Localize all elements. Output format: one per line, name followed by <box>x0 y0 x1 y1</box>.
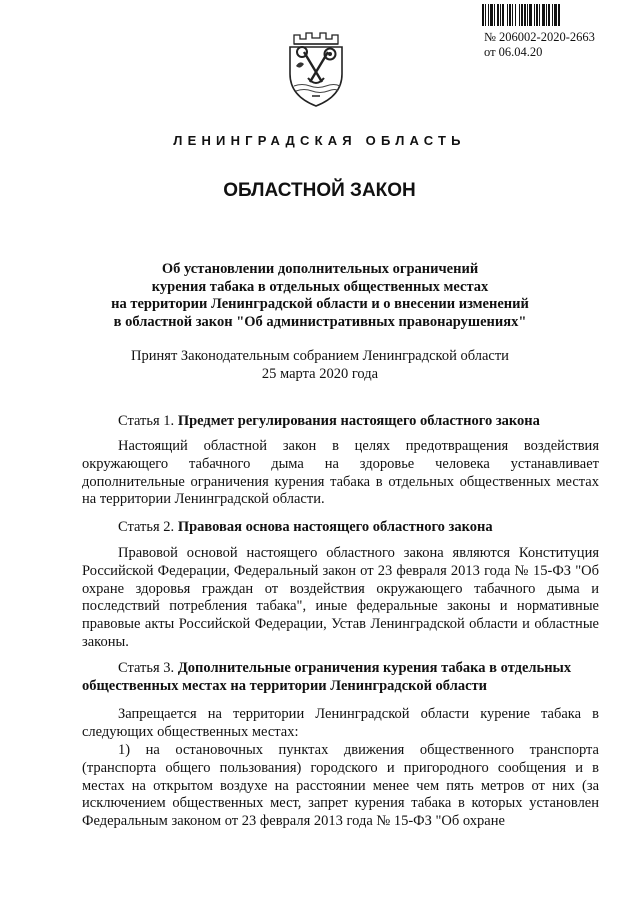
article-title: Дополнительные ограничения курения табака в отдельных общественных местах на территории Ленинградской области <box>82 660 572 694</box>
law-title-line: на территории Ленинградской области и о внесении изменений <box>111 296 529 312</box>
registration-date: от 06.04.20 <box>484 45 543 59</box>
barcode-icon <box>481 4 603 26</box>
adoption-note <box>60 347 580 383</box>
article-number: Статья 3. <box>118 660 175 676</box>
article-2-text: Правовой основой настоящего областного закона являются Конституция Российской Федерации, Федеральный закон от 23 февраля 2013 года № 15-ФЗ "Об охране здоровья граждан от воздействия окружающего табачного дыма и последствий потребления табака", иные федеральные законы и нормативные правовые акты Российской Федерации, Устав Ленинградской области и областные законы. <box>82 545 599 650</box>
law-title-line: курения табака в отдельных общественных местах <box>151 278 489 295</box>
article-number: Статья 1. <box>118 413 175 429</box>
article-number: Статья 2. <box>118 519 175 535</box>
law-title-line: Об установлении дополнительных ограничений <box>161 261 479 277</box>
registration-stamp <box>484 30 595 60</box>
article-1-heading <box>82 413 599 431</box>
article-2-heading <box>82 519 599 537</box>
registration-number: № 206002-2020-2663 <box>484 30 595 44</box>
article-title: Предмет регулирования настоящего областного закона <box>177 413 540 429</box>
coat-of-arms-icon <box>282 30 350 108</box>
adoption-date: 25 марта 2020 года <box>261 366 379 382</box>
article-3-item-1: 1) на остановочных пунктах движения общественного транспорта (транспорта общего пользования) городского и пригородного сообщения и в местах на открытом воздухе на расстоянии менее чем пять метров от них (за исключением общественных мест, запрет курения табака в которых установлен Федеральным законом от 23 февраля 2013 года № 15-ФЗ "Об охране <box>82 742 599 830</box>
law-title-line: в областной закон "Об административных правонарушениях" <box>113 313 527 330</box>
article-3-heading <box>82 660 599 696</box>
article-3-text: Запрещается на территории Ленинградской области курение табака в следующих общественных местах: <box>82 706 599 740</box>
adoption-line: Принят Законодательным собранием Ленинградской области <box>131 348 509 364</box>
document-type-heading: ОБЛАСТНОЙ ЗАКОН <box>223 180 416 201</box>
article-title: Правовая основа настоящего областного закона <box>177 519 493 535</box>
article-1-text: Настоящий областной закон в целях предотвращения воздействия окружающего табачного дыма на здоровье человека устанавливает дополнительные ограничения курения табака в отдельных общественных местах на территории Ленинградской области. <box>82 438 599 508</box>
law-title <box>60 261 580 331</box>
region-heading: ЛЕНИНГРАДСКАЯ ОБЛАСТЬ <box>173 133 466 148</box>
